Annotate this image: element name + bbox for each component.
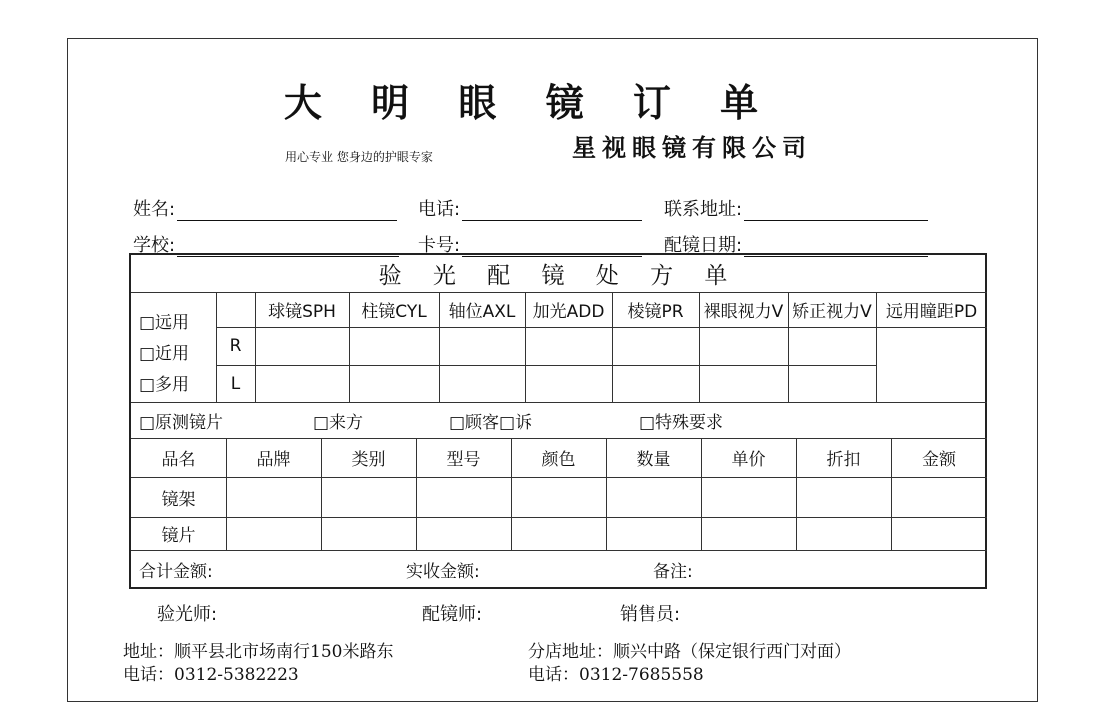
remark-label: 备注:	[653, 562, 693, 582]
phone-input-line[interactable]	[462, 202, 642, 221]
branch-address: 分店地址：顺兴中路（保定银行西门对面）	[528, 642, 851, 662]
store-phone: 电话：0312-5382223	[123, 665, 299, 685]
slogan: 用心专业 您身边的护眼专家	[285, 150, 433, 164]
col-cyl: 柱镜CYL	[361, 302, 427, 322]
branch-phone: 电话：0312-7685558	[528, 665, 704, 685]
item-header-color: 颜色	[541, 450, 576, 470]
address-field[interactable]	[664, 195, 928, 221]
phone-field[interactable]	[418, 195, 642, 221]
col-axl: 轴位AXL	[448, 302, 516, 322]
optometrist-signature: 验光师:	[157, 604, 218, 625]
customer-complaint-checkbox[interactable]: □顾客□诉	[449, 412, 533, 433]
fitter-signature: 配镜师:	[422, 604, 483, 625]
store-address: 地址：顺平县北市场南行150米路东	[123, 642, 394, 662]
paid-amount-label: 实收金额:	[406, 562, 480, 582]
sales-signature: 销售员:	[620, 604, 681, 625]
col-pr: 棱镜PR	[627, 302, 684, 322]
address-input-line[interactable]	[744, 202, 928, 221]
col-corrected-vision: 矫正视力V	[792, 302, 872, 322]
item-header-amount: 金额	[922, 450, 956, 470]
use-near-checkbox[interactable]: □近用	[139, 343, 190, 364]
special-request-checkbox[interactable]: □特殊要求	[639, 412, 724, 433]
original-lens-checkbox[interactable]: □原测镜片	[139, 412, 224, 433]
col-pd: 远用瞳距PD	[885, 302, 978, 322]
col-add: 加光ADD	[532, 302, 605, 322]
prescription-title: 验 光 配 镜 处 方 单	[378, 263, 740, 289]
item-header-brand: 品牌	[256, 450, 291, 470]
address-label: 联系地址:	[664, 199, 743, 220]
col-naked-vision: 裸眼视力V	[703, 302, 784, 322]
item-row-lens: 镜片	[161, 526, 196, 546]
name-label: 姓名:	[133, 199, 176, 220]
bring-own-checkbox[interactable]: □来方	[313, 412, 364, 433]
date-label: 配镜日期:	[664, 235, 743, 256]
name-input-line[interactable]	[177, 202, 397, 221]
eye-left-label: L	[230, 373, 241, 394]
item-header-category: 类别	[351, 450, 386, 470]
company-name: 星视眼镜有限公司	[572, 133, 812, 162]
item-header-quantity: 数量	[636, 450, 671, 470]
eye-right-label: R	[229, 336, 242, 356]
use-multi-checkbox[interactable]: □多用	[139, 374, 190, 395]
name-field[interactable]	[133, 195, 397, 221]
school-label: 学校:	[133, 235, 176, 256]
use-far-checkbox[interactable]: □远用	[139, 312, 190, 333]
card-label: 卡号:	[418, 235, 461, 256]
item-header-name: 品名	[161, 450, 196, 470]
prescription-table	[129, 253, 987, 589]
item-header-unit-price: 单价	[731, 450, 766, 470]
item-header-model: 型号	[446, 450, 481, 470]
col-sph: 球镜SPH	[268, 302, 336, 322]
total-amount-label: 合计金额:	[139, 562, 213, 582]
item-row-frame: 镜架	[161, 489, 196, 510]
item-header-discount: 折扣	[826, 450, 861, 470]
phone-label: 电话:	[418, 199, 461, 220]
form-title: 大 明 眼 镜 订 单	[283, 80, 777, 125]
